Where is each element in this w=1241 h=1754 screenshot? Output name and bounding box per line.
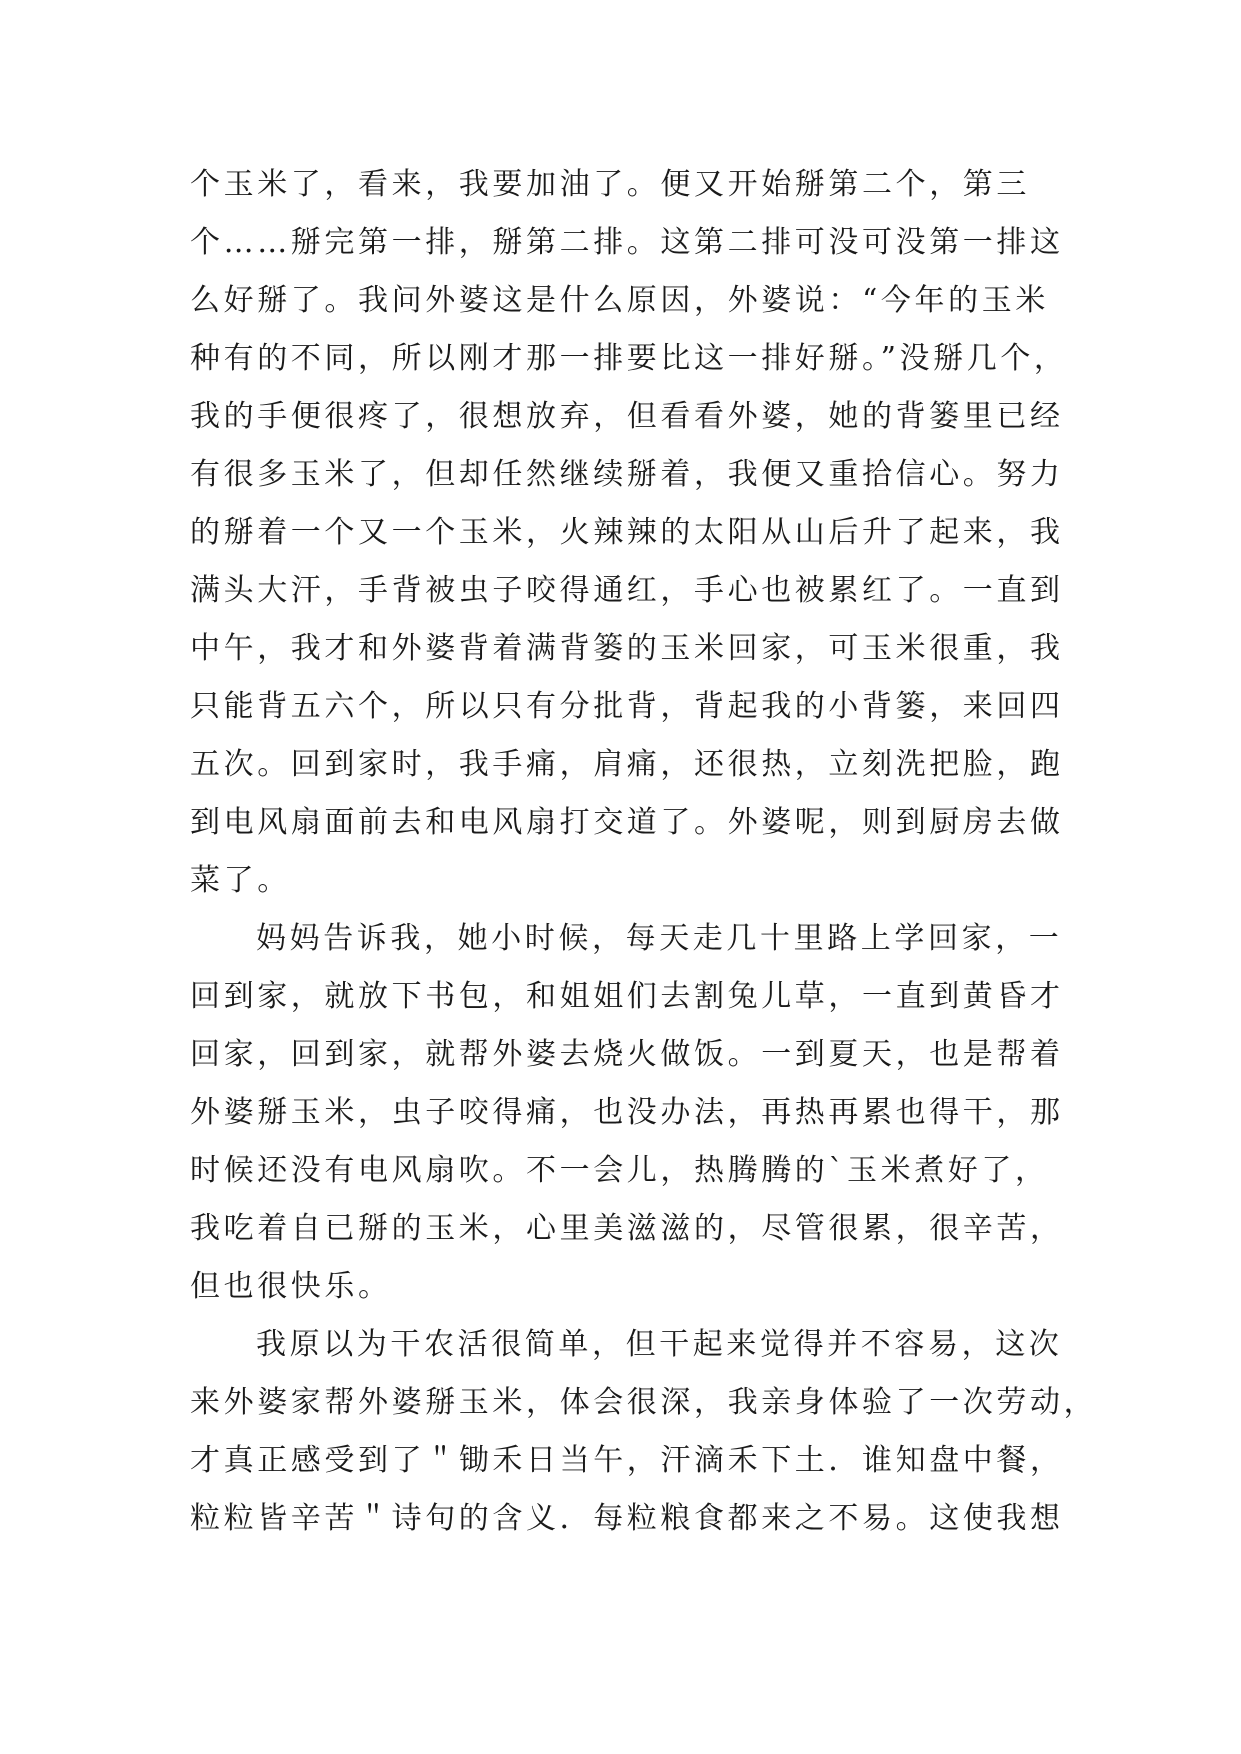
text-line: 个……掰完第一排，掰第二排。这第二排可没可没第一排这 <box>190 225 1064 260</box>
text-line: 的掰着一个又一个玉米，火辣辣的太阳从山后升了起来，我 <box>190 515 1064 550</box>
text-line: 我的手便很疼了，很想放弃，但看看外婆，她的背篓里已经 <box>190 399 1064 434</box>
paragraph-start-line: 妈妈告诉我，她小时候，每天走几十里路上学回家，一 <box>256 921 1063 956</box>
text-line: 菜了。 <box>190 863 291 898</box>
text-line: 到电风扇面前去和电风扇打交道了。外婆呢，则到厨房去做 <box>190 805 1064 840</box>
text-line: 外婆掰玉米，虫子咬得痛，也没办法，再热再累也得干，那 <box>190 1095 1064 1130</box>
text-line: 五次。回到家时，我手痛，肩痛，还很热，立刻洗把脸，跑 <box>190 747 1064 782</box>
text-line: 只能背五六个，所以只有分批背，背起我的小背篓，来回四 <box>190 689 1064 724</box>
text-line: 有很多玉米了，但却任然继续掰着，我便又重拾信心。努力 <box>190 457 1064 492</box>
text-line: 粒粒皆辛苦＂诗句的含义．每粒粮食都来之不易。这使我想 <box>190 1501 1064 1536</box>
text-line: 种有的不同，所以刚才那一排要比这一排好掰。”没掰几个， <box>190 341 1068 376</box>
text-line: 满头大汗，手背被虫子咬得通红，手心也被累红了。一直到 <box>190 573 1064 608</box>
text-line: 个玉米了，看来，我要加油了。便又开始掰第二个，第三 <box>190 167 1030 202</box>
text-line: 中午，我才和外婆背着满背篓的玉米回家，可玉米很重，我 <box>190 631 1064 666</box>
text-line: 么好掰了。我问外婆这是什么原因，外婆说：“今年的玉米 <box>190 283 1049 318</box>
text-line: 才真正感受到了＂锄禾日当午，汗滴禾下土．谁知盘中餐， <box>190 1443 1064 1478</box>
essay-body <box>190 156 1098 1548</box>
text-line: 时候还没有电风扇吹。不一会儿，热腾腾的`玉米煮好了， <box>190 1153 1049 1188</box>
paragraph-start-line: 我原以为干农活很简单，但干起来觉得并不容易，这次 <box>256 1327 1063 1362</box>
text-line: 回家，回到家，就帮外婆去烧火做饭。一到夏天，也是帮着 <box>190 1037 1064 1072</box>
text-line: 我吃着自已掰的玉米，心里美滋滋的，尽管很累，很辛苦， <box>190 1211 1064 1246</box>
text-line: 来外婆家帮外婆掰玉米，体会很深，我亲身体验了一次劳动， <box>190 1385 1098 1420</box>
text-line: 回到家，就放下书包，和姐姐们去割兔儿草，一直到黄昏才 <box>190 979 1064 1014</box>
text-line: 但也很快乐。 <box>190 1269 392 1304</box>
